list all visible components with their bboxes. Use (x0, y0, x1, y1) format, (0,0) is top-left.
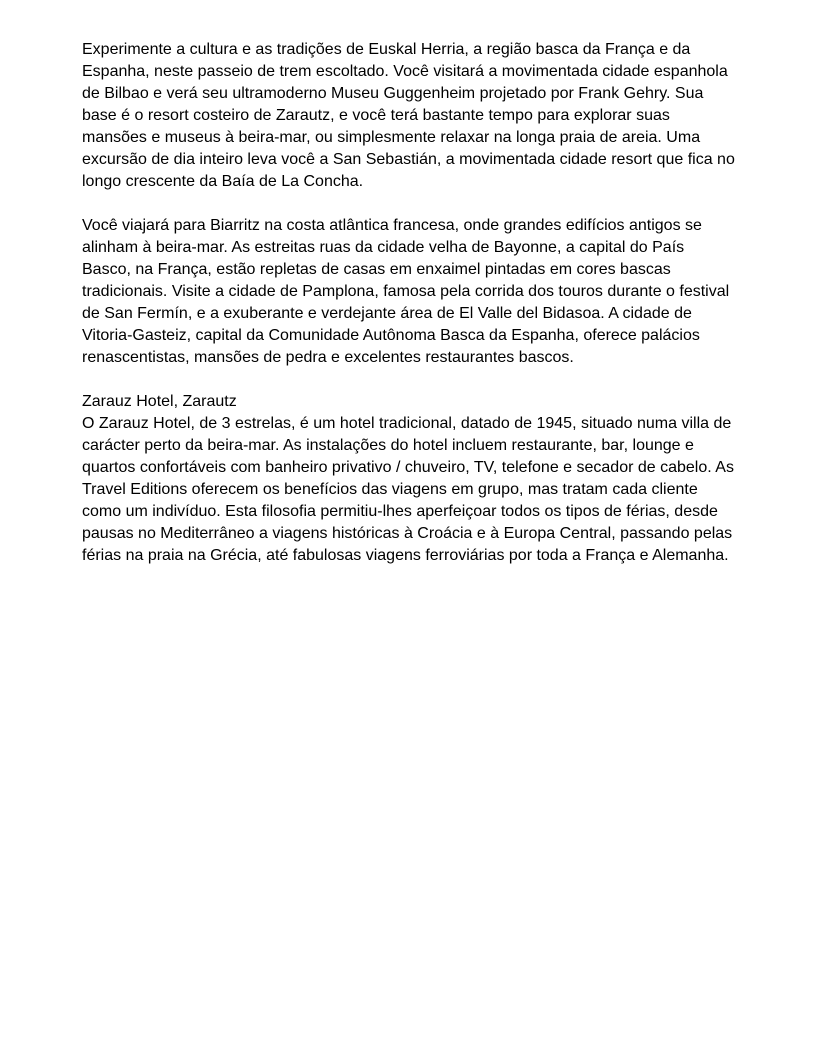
paragraph-intro: Experimente a cultura e as tradições de Euskal Herria, a região basca da França e da Espanha, neste passeio de trem escoltado. Você visitará a movimentada cidade espanhola de Bilbao e verá seu ultramoderno Museu Guggenheim projetado por Frank Gehry. Sua base é o resort costeiro de Zarautz, e você terá bastante tempo para explorar suas mansões e museus à beira-mar, ou simplesmente relaxar na longa praia de areia. Uma excursão de dia inteiro leva você a San Sebastián, a movimentada cidade resort que fica no longo crescente da Baía de La Concha. (82, 41, 735, 190)
paragraph-itinerary: Você viajará para Biarritz na costa atlântica francesa, onde grandes edifícios antigos se alinham à beira-mar. As estreitas ruas da cidade velha de Bayonne, a capital do País Basco, na França, estão repletas de casas em enxaimel pintadas em cores bascas tradicionais. Visite a cidade de Pamplona, famosa pela corrida dos touros durante o festival de San Fermín, e a exuberante e verdejante área de El Valle del Bidasoa. A cidade de Vitoria-Gasteiz, capital da Comunidade Autônoma Basca da Espanha, oferece palácios renascentistas, mansões de pedra e excelentes restaurantes bascos. (82, 217, 730, 366)
paragraph-hotel: O Zarauz Hotel, de 3 estrelas, é um hotel tradicional, datado de 1945, situado numa villa de carácter perto da beira-mar. As instalações do hotel incluem restaurante, bar, lounge e quartos confortáveis com banheiro privativo / chuveiro, TV, telefone e secador de cabelo. As Travel Editions oferecem os benefícios das viagens em grupo, mas tratam cada cliente como um indivíduo. Esta filosofia permitiu-lhes aperfeiçoar todos os tipos de férias, desde pausas no Mediterrâneo a viagens históricas à Croácia e à Europa Central, passando pelas férias na praia na Grécia, até fabulosas viagens ferroviárias por toda a França e Alemanha. (82, 415, 734, 564)
document-body (82, 39, 737, 567)
hotel-heading: Zarauz Hotel, Zarautz (82, 393, 237, 410)
